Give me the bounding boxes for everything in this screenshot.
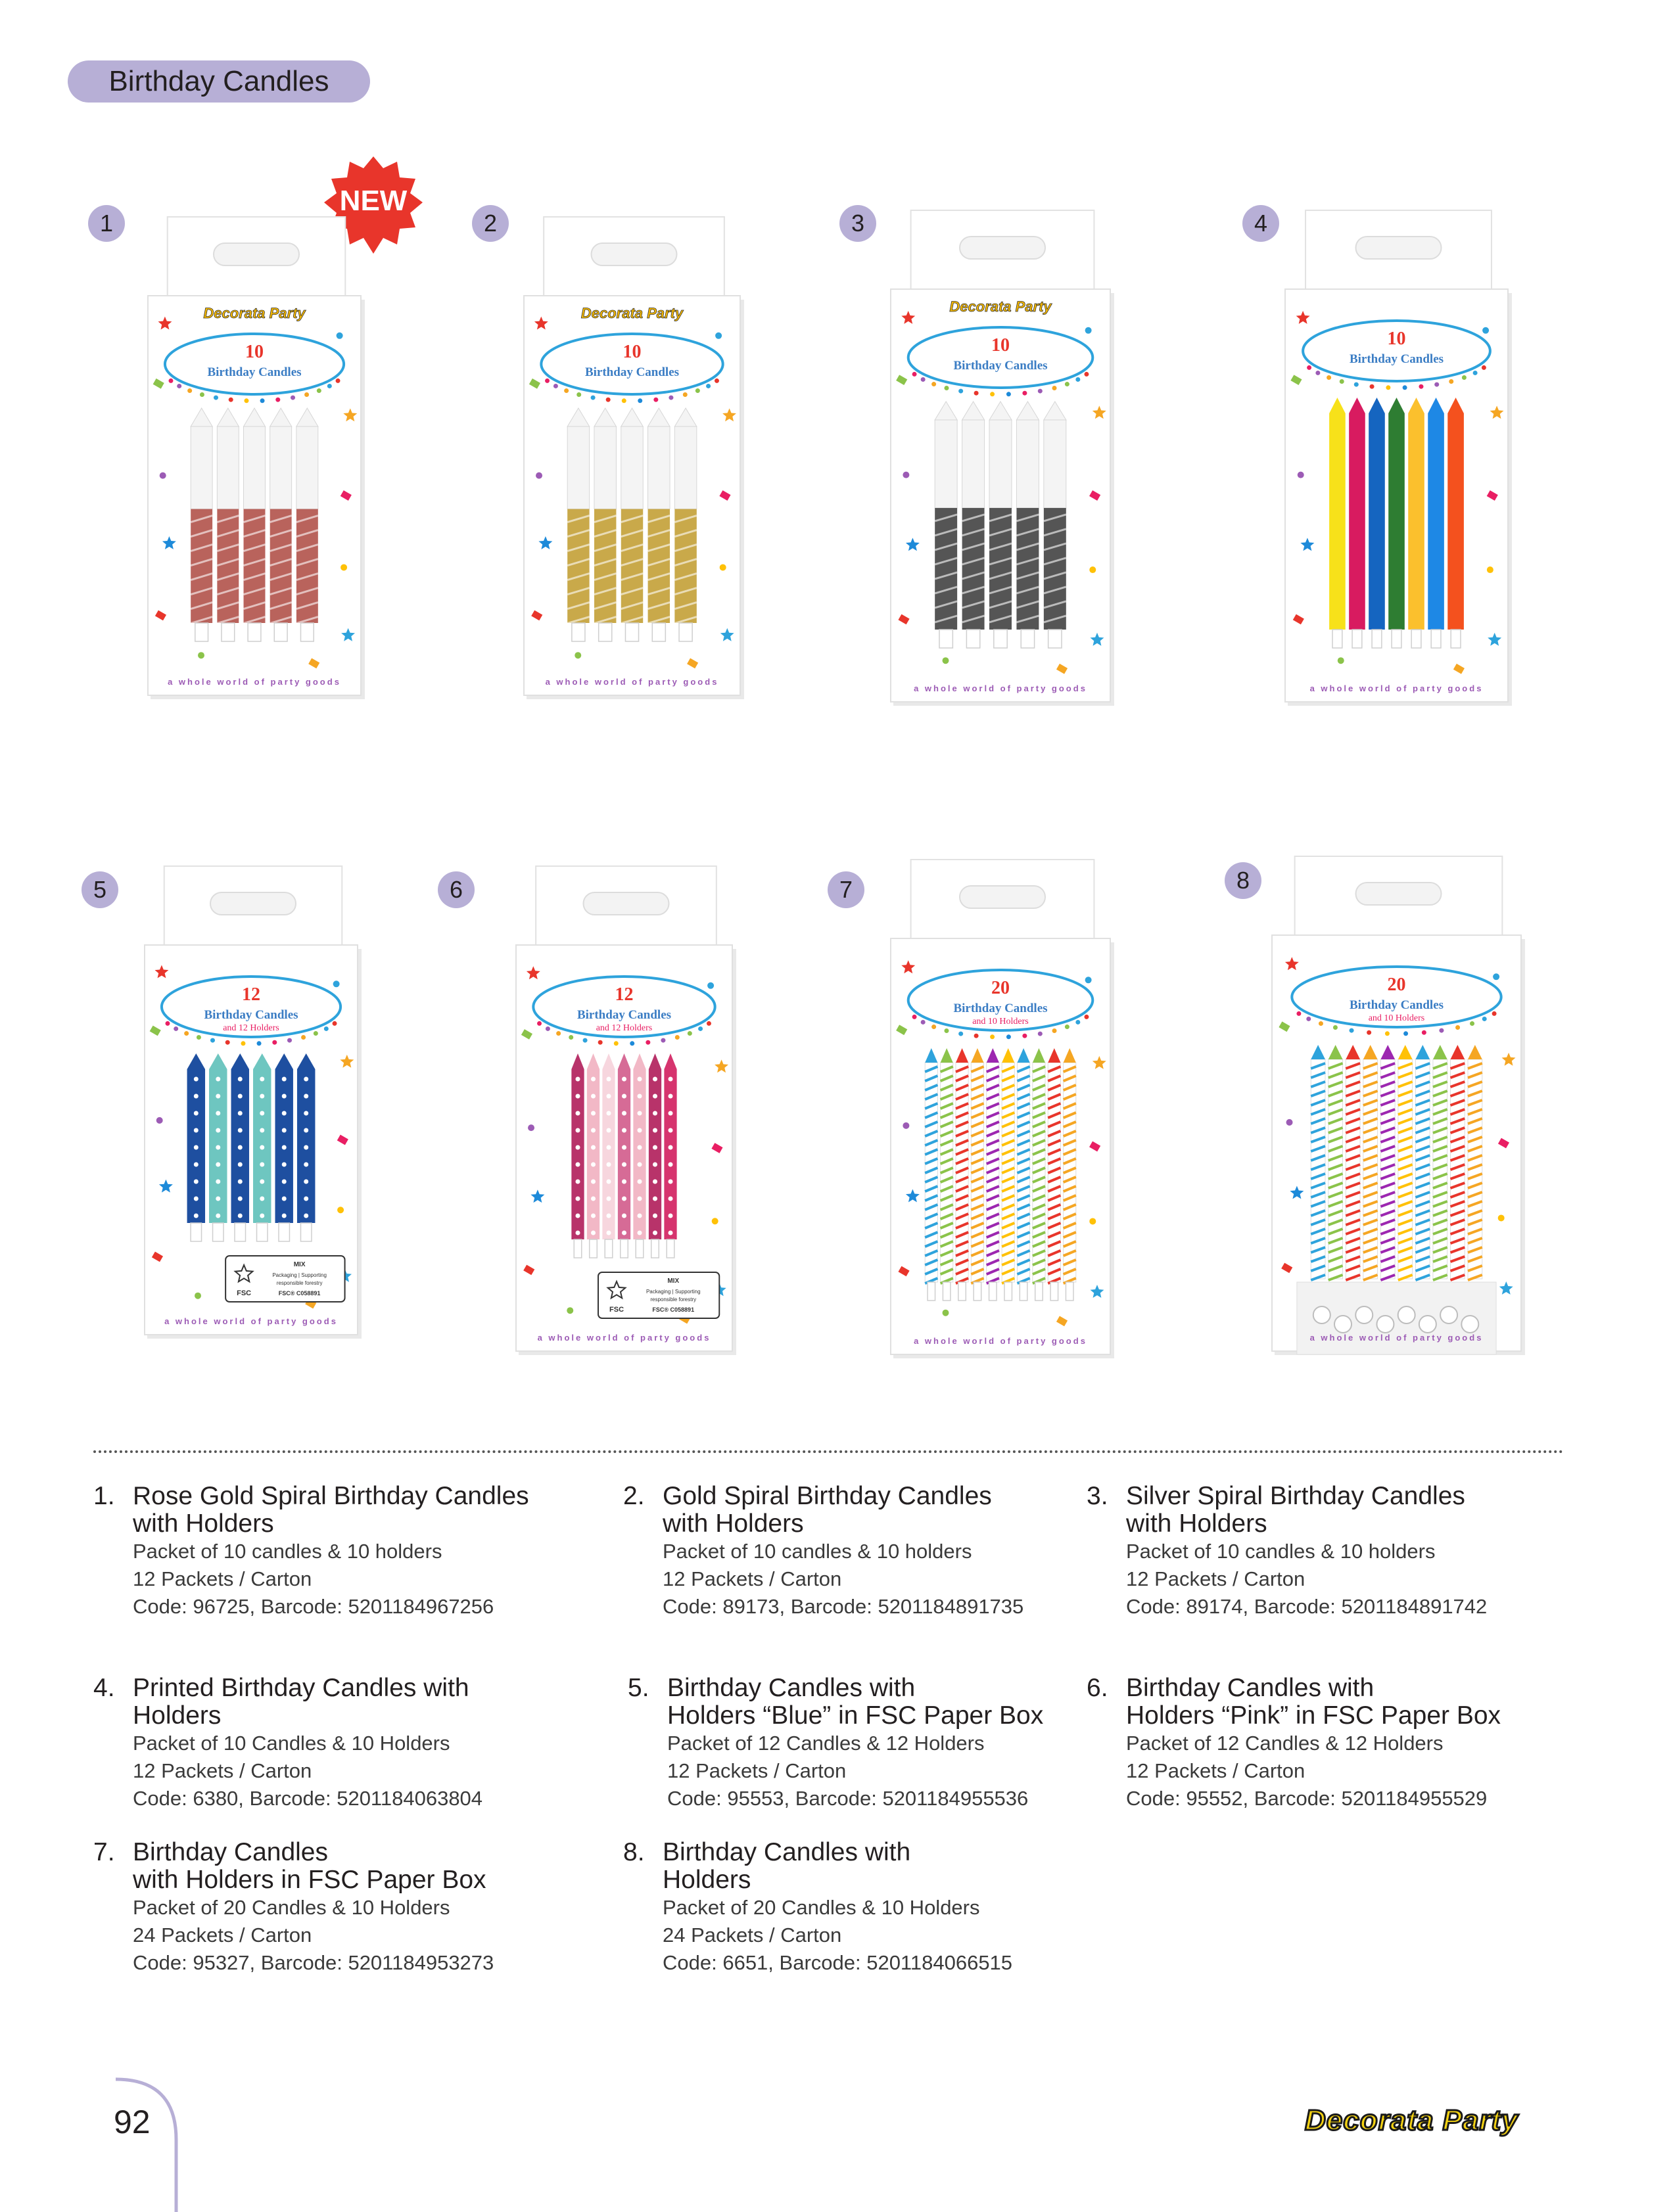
desc-packet: Packet of 20 Candles & 10 Holders [133,1896,450,1919]
confetti-dot-icon [341,564,347,570]
pack-label: Birthday Candles [207,365,302,379]
package-drawing [148,217,365,703]
candle [962,402,985,648]
confetti-dot-icon [156,1117,163,1124]
confetti-dot-icon [720,564,726,570]
desc-code: Code: 96725, Barcode: 5201184967256 [133,1595,494,1618]
confetti-dot-icon [536,472,542,479]
package-drawing [524,217,744,703]
pack-sublabel: and 12 Holders [223,1023,279,1033]
candle [1048,1048,1060,1301]
product-number-2: 2 [472,205,509,242]
candle [1064,1048,1076,1301]
candle [633,1053,646,1258]
product-description-7 [93,1839,553,1977]
svg-text:FSC® C058891: FSC® C058891 [278,1290,321,1297]
desc-title-line-2: Holders [663,1866,751,1894]
candle [1311,1045,1325,1280]
pack-label: Birthday Candles [576,1008,672,1022]
candle [571,1053,584,1258]
page-corner-curve [116,2077,181,2212]
desc-packet: Packet of 10 candles & 10 holders [1126,1540,1436,1563]
pack-tagline: a whole world of party goods [545,677,719,687]
confetti-dot-icon [712,1218,718,1224]
svg-text:FSC: FSC [609,1306,624,1314]
candle [1380,1045,1395,1280]
pack-count: 10 [1387,329,1406,349]
desc-title-line-1: Birthday Candles with [1126,1674,1375,1702]
confetti-dot-icon [903,1122,909,1129]
desc-carton: 12 Packets / Carton [667,1759,847,1782]
pack-count: 10 [991,335,1010,356]
desc-code: Code: 89173, Barcode: 5201184891735 [663,1595,1024,1618]
confetti-dot-icon [1487,566,1493,573]
pack-label: Birthday Candles [1349,352,1444,366]
desc-title-line-2: with Holders [1126,1509,1267,1538]
candle [187,1053,205,1241]
product-image-4 [1285,210,1512,710]
section-title: Birthday Candles [68,60,370,103]
new-badge-label: NEW [339,185,408,217]
pack-label: Birthday Candles [204,1008,298,1022]
pack-tagline: a whole world of party goods [914,1336,1087,1346]
holder-icon [1440,1306,1457,1324]
svg-text:responsible forestry: responsible forestry [276,1280,323,1286]
pack-label: Birthday Candles [953,359,1048,373]
pack-sublabel: and 10 Holders [1368,1013,1425,1023]
desc-carton: 24 Packets / Carton [663,1924,842,1947]
product-image-7 [891,860,1114,1362]
product-image-3 [891,210,1114,710]
confetti-dot-icon [333,980,340,987]
product-image-8 [1272,856,1525,1359]
hang-hole [210,892,296,915]
candle [674,408,696,641]
desc-title-line-1: Birthday Candles with [667,1674,916,1702]
desc-title-line-1: Rose Gold Spiral Birthday Candles [133,1482,529,1510]
candle [1450,1045,1465,1280]
candle [1017,1048,1029,1301]
product-image-1 [148,217,365,703]
candle [1002,1048,1014,1301]
candle [297,1053,315,1241]
product-number-1: 1 [88,205,125,242]
product-description-1 [93,1483,553,1621]
candle [1044,402,1066,648]
confetti-dot-icon [528,1124,534,1131]
candle [244,408,266,641]
candle [956,1048,968,1301]
confetti-dot-icon [707,982,714,989]
candle [648,408,670,641]
confetti-dot-icon [715,333,722,339]
svg-text:MIX: MIX [293,1261,306,1268]
confetti-dot-icon [1493,973,1499,980]
desc-title-line-1: Printed Birthday Candles with [133,1674,469,1702]
candle [941,1048,953,1301]
desc-number: 6. [1087,1674,1108,1702]
desc-title-line-1: Silver Spiral Birthday Candles [1126,1482,1465,1510]
package-drawing [516,866,736,1359]
pack-count: 20 [991,978,1010,998]
holder-icon [1334,1316,1352,1333]
confetti-dot-icon [1089,566,1096,573]
desc-title-line-1: Gold Spiral Birthday Candles [663,1482,992,1510]
desc-title-line-2: with Holders [133,1509,274,1538]
desc-title-line-2: Holders “Pink” in FSC Paper Box [1126,1701,1501,1730]
page-number: 92 [114,2104,151,2140]
desc-title-line-2: Holders [133,1701,222,1730]
candle [925,1048,937,1301]
product-description-3 [1087,1483,1547,1621]
desc-carton: 12 Packets / Carton [1126,1567,1305,1590]
product-description-5 [628,1674,1088,1812]
confetti-dot-icon [1338,657,1344,664]
confetti-dot-icon [943,657,949,664]
candle [987,1048,999,1301]
candle [664,1053,676,1258]
pack-count: 12 [242,984,260,1005]
desc-packet: Packet of 10 candles & 10 holders [133,1540,442,1563]
candle [217,408,239,641]
desc-carton: 12 Packets / Carton [1126,1759,1305,1782]
desc-number: 7. [93,1838,115,1866]
desc-number: 2. [623,1482,645,1510]
confetti-dot-icon [198,652,204,658]
fsc-label [225,1256,344,1302]
product-number-3: 3 [839,205,876,242]
product-image-2 [524,217,744,703]
hang-hole [1356,237,1442,259]
desc-code: Code: 95327, Barcode: 5201184953273 [133,1951,494,1974]
desc-packet: Packet of 10 Candles & 10 Holders [133,1732,450,1755]
product-description-4 [93,1674,553,1812]
confetti-dot-icon [943,1310,949,1316]
candle [618,1053,630,1258]
pack-sublabel: and 10 Holders [972,1017,1029,1026]
candle [270,408,292,641]
desc-code: Code: 6651, Barcode: 5201184066515 [663,1951,1013,1974]
desc-title-line-1: Birthday Candles [133,1838,328,1866]
product-image-5 [145,866,362,1343]
product-number-7: 7 [828,871,864,908]
candle [1016,402,1039,648]
confetti-dot-icon [1298,472,1304,478]
candle [594,408,616,641]
package-drawing [1285,210,1512,710]
product-number-5: 5 [82,871,118,908]
desc-title-line-2: with Holders [663,1509,804,1538]
holder-icon [1376,1316,1394,1333]
desc-carton: 24 Packets / Carton [133,1924,312,1947]
candle [1349,398,1365,648]
confetti-dot-icon [903,472,909,478]
candle [231,1053,249,1241]
confetti-dot-icon [337,1207,344,1213]
package-drawing [891,210,1114,710]
desc-packet: Packet of 12 Candles & 12 Holders [667,1732,985,1755]
candle [1346,1045,1360,1280]
desc-title-line-2: Holders “Blue” in FSC Paper Box [667,1701,1044,1730]
confetti-dot-icon [1482,327,1489,334]
candle [1408,398,1424,648]
package-drawing [891,860,1114,1362]
desc-code: Code: 6380, Barcode: 5201184063804 [133,1787,483,1810]
product-image-6 [516,866,736,1359]
candle [1447,398,1464,648]
candle [621,408,643,641]
confetti-dot-icon [1089,1218,1096,1224]
pack-label: Birthday Candles [584,365,680,379]
pack-brand-logo: Decorata Party [949,298,1052,315]
candle [1468,1045,1482,1280]
section-divider [93,1450,1564,1453]
footer-brand-logo: Decorata Party [1305,2104,1518,2136]
desc-number: 3. [1087,1482,1108,1510]
desc-code: Code: 89174, Barcode: 5201184891742 [1126,1595,1488,1618]
candle [191,408,212,641]
pack-brand-logo: Decorata Party [203,305,306,321]
desc-title-line-2: with Holders in FSC Paper Box [133,1866,486,1894]
candle [1415,1045,1430,1280]
hang-hole [214,243,299,265]
candle [1433,1045,1447,1280]
hang-hole [960,886,1045,908]
package-drawing [1272,856,1525,1359]
confetti-dot-icon [337,333,343,339]
holder-icon [1461,1316,1478,1333]
fsc-label [598,1272,719,1318]
product-description-6 [1087,1674,1547,1812]
pack-tagline: a whole world of party goods [537,1333,711,1343]
desc-carton: 12 Packets / Carton [133,1567,312,1590]
pack-tagline: a whole world of party goods [164,1316,338,1326]
product-number-4: 4 [1242,205,1279,242]
confetti-dot-icon [1085,327,1092,334]
svg-text:MIX: MIX [667,1278,680,1285]
candle [209,1053,227,1241]
product-number-6: 6 [438,871,475,908]
product-description-8 [623,1839,1083,1977]
candle [1363,1045,1378,1280]
holder-icon [1398,1306,1415,1324]
confetti-dot-icon [195,1293,201,1299]
pack-sublabel: and 12 Holders [596,1023,653,1033]
pack-count: 10 [245,342,264,362]
confetti-dot-icon [575,652,581,658]
candle [1369,398,1385,648]
desc-number: 1. [93,1482,115,1510]
pack-tagline: a whole world of party goods [168,677,341,687]
svg-text:Packaging | Supporting: Packaging | Supporting [646,1289,701,1295]
product-number-8: 8 [1225,862,1261,899]
pack-tagline: a whole world of party goods [1309,1333,1484,1343]
desc-number: 4. [93,1674,115,1702]
desc-packet: Packet of 10 candles & 10 holders [663,1540,972,1563]
candle [296,408,318,641]
candle [1428,398,1444,648]
product-description-2 [623,1483,1083,1621]
confetti-dot-icon [1286,1119,1293,1126]
svg-text:Packaging | Supporting: Packaging | Supporting [272,1272,327,1278]
holder-icon [1313,1306,1330,1324]
pack-tagline: a whole world of party goods [914,683,1087,693]
confetti-dot-icon [1498,1214,1505,1221]
holder-icon [1355,1306,1373,1324]
candle [253,1053,271,1241]
candle [602,1053,615,1258]
pack-tagline: a whole world of party goods [1309,683,1484,693]
candle [275,1053,293,1241]
desc-carton: 12 Packets / Carton [133,1759,312,1782]
confetti-dot-icon [1085,977,1092,983]
pack-count: 12 [615,984,634,1005]
hang-hole [960,237,1045,259]
holder-icon [1419,1316,1436,1333]
candle [1033,1048,1045,1301]
candle [971,1048,983,1301]
desc-number: 5. [628,1674,649,1702]
candle [587,1053,599,1258]
hang-hole [1356,883,1442,905]
desc-packet: Packet of 20 Candles & 10 Holders [663,1896,980,1919]
candle [649,1053,661,1258]
candle [1388,398,1405,648]
candle [935,402,957,648]
candle [1328,1045,1343,1280]
svg-text:responsible forestry: responsible forestry [650,1297,697,1302]
desc-carton: 12 Packets / Carton [663,1567,842,1590]
desc-packet: Packet of 12 Candles & 12 Holders [1126,1732,1444,1755]
candle [567,408,589,641]
hang-hole [592,243,677,265]
svg-text:FSC: FSC [237,1289,252,1297]
candle [989,402,1012,648]
confetti-dot-icon [567,1307,573,1314]
pack-label: Birthday Candles [953,1002,1048,1015]
desc-code: Code: 95553, Barcode: 5201184955536 [667,1787,1029,1810]
pack-count: 20 [1387,975,1406,995]
svg-text:FSC® C058891: FSC® C058891 [652,1306,695,1313]
desc-code: Code: 95552, Barcode: 5201184955529 [1126,1787,1488,1810]
pack-label: Birthday Candles [1349,998,1444,1012]
pack-brand-logo: Decorata Party [580,305,684,321]
package-drawing [145,866,362,1343]
candle [1398,1045,1413,1280]
candle [1329,398,1346,648]
hang-hole [584,892,669,915]
desc-number: 8. [623,1838,645,1866]
confetti-dot-icon [160,472,166,479]
pack-count: 10 [623,342,642,362]
desc-title-line-1: Birthday Candles with [663,1838,911,1866]
